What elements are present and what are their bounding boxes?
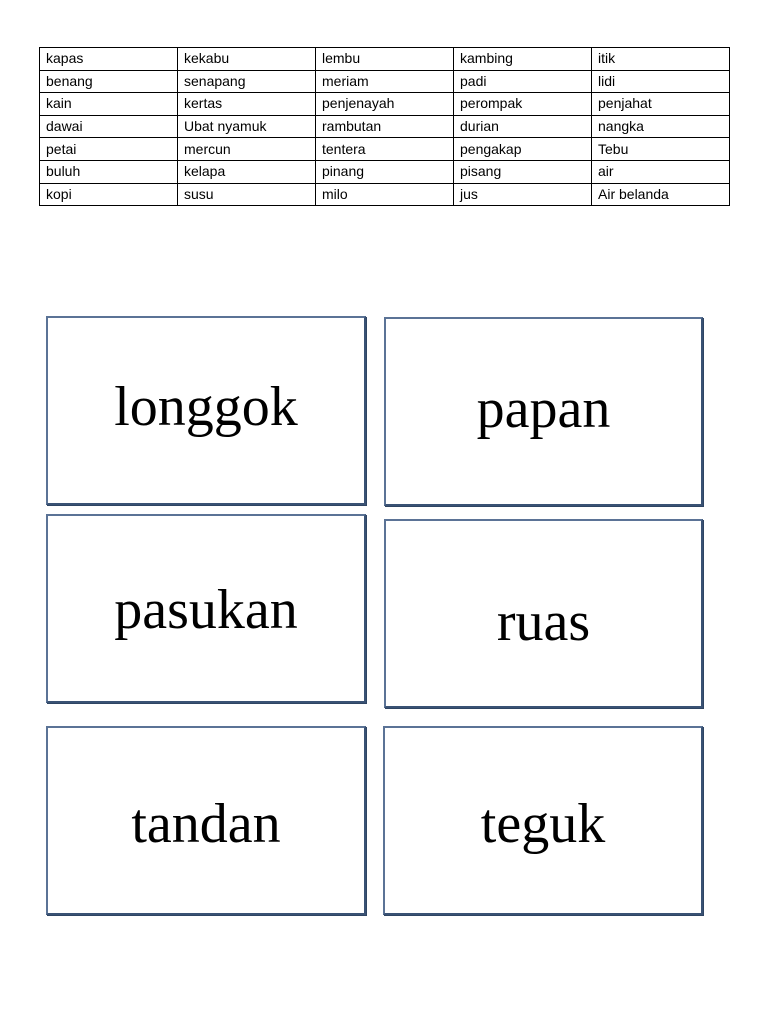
word-card-label: longgok: [114, 376, 298, 438]
table-cell: pinang: [316, 160, 454, 183]
table-cell: kopi: [40, 183, 178, 206]
table-cell: kertas: [178, 93, 316, 116]
table-cell: kapas: [40, 48, 178, 71]
table-cell: kelapa: [178, 160, 316, 183]
table-cell: padi: [454, 70, 592, 93]
table-cell: buluh: [40, 160, 178, 183]
word-card-label: tandan: [131, 792, 281, 855]
table-cell: dawai: [40, 115, 178, 138]
table-cell: lidi: [592, 70, 730, 93]
table-cell: penjahat: [592, 93, 730, 116]
table-row: [40, 160, 730, 183]
table-cell: pisang: [454, 160, 592, 183]
table-cell: itik: [592, 48, 730, 71]
word-card-label: teguk: [480, 793, 606, 855]
word-card-pasukan: [46, 514, 366, 703]
table-cell: jus: [454, 183, 592, 206]
table-cell: meriam: [316, 70, 454, 93]
table-cell: perompak: [454, 93, 592, 116]
word-card-teguk: [383, 726, 703, 915]
table-cell: senapang: [178, 70, 316, 93]
table-cell: susu: [178, 183, 316, 206]
table-row: [40, 138, 730, 161]
table-cell: air: [592, 160, 730, 183]
table-cell: tentera: [316, 138, 454, 161]
word-card-papan: [384, 317, 703, 506]
word-card-tandan: [46, 726, 366, 915]
word-card-label: pasukan: [114, 578, 298, 641]
table-cell: nangka: [592, 115, 730, 138]
table-row: [40, 183, 730, 206]
table-row: [40, 115, 730, 138]
table-cell: pengakap: [454, 138, 592, 161]
table-cell: benang: [40, 70, 178, 93]
word-card-ruas: [384, 519, 703, 708]
word-card-label: ruas: [496, 590, 591, 653]
table-cell: lembu: [316, 48, 454, 71]
word-card-label: papan: [476, 378, 611, 440]
table-cell: kekabu: [178, 48, 316, 71]
table-row: [40, 93, 730, 116]
table-cell: Air belanda: [592, 183, 730, 206]
table-cell: mercun: [178, 138, 316, 161]
table-cell: rambutan: [316, 115, 454, 138]
table-cell: kambing: [454, 48, 592, 71]
table-cell: Tebu: [592, 138, 730, 161]
word-table-body: [40, 48, 730, 206]
table-cell: Ubat nyamuk: [178, 115, 316, 138]
table-cell: kain: [40, 93, 178, 116]
table-cell: penjenayah: [316, 93, 454, 116]
table-cell: petai: [40, 138, 178, 161]
table-row: [40, 70, 730, 93]
table-cell: durian: [454, 115, 592, 138]
word-table: [39, 47, 730, 206]
word-card-longgok: [46, 316, 366, 505]
table-cell: milo: [316, 183, 454, 206]
table-row: [40, 48, 730, 71]
